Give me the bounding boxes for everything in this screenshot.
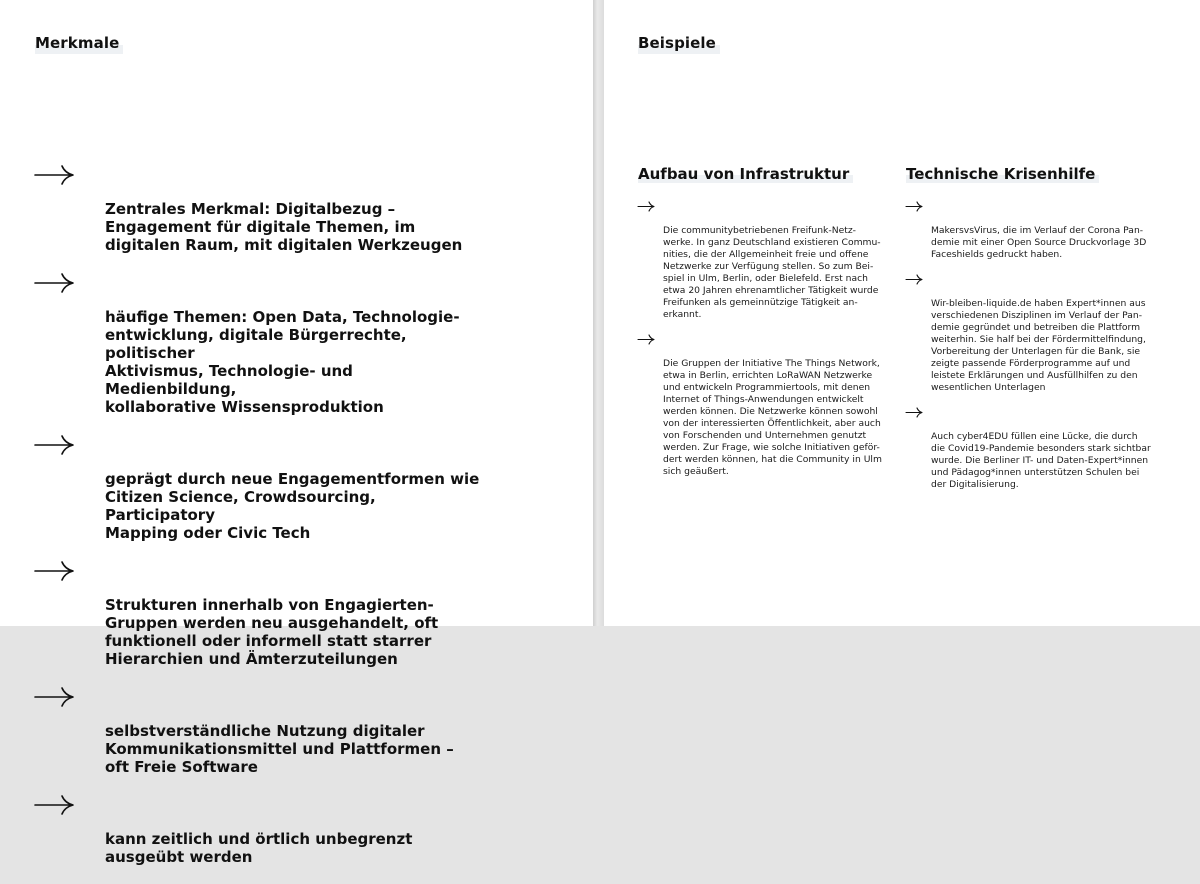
example-item: [638, 201, 898, 321]
feature-item: [35, 686, 485, 776]
right-page: [604, 0, 1200, 626]
arrow-right-icon: [906, 407, 923, 418]
feature-text: geprägt durch neue Engagementformen wie Citizen Science, Crowdsourcing, Participatory Mapping oder Civic Tech: [105, 470, 480, 542]
example-item: [906, 274, 1166, 394]
arrow-right-icon: [35, 687, 75, 707]
arrow-right-icon: [35, 165, 75, 185]
feature-item: [35, 272, 485, 416]
examples-list: [906, 201, 1166, 491]
arrow-right-icon: [35, 273, 75, 293]
column-heading: Aufbau von Infrastruktur: [638, 165, 853, 183]
feature-item: [35, 164, 485, 254]
example-item: [638, 334, 898, 478]
example-text: Auch cyber4EDU füllen eine Lücke, die durch die Covid19-Pandemie besonders stark sichtbar wurde. Die Berliner IT- und Daten-Expert*innen und Pädagog*innen unterstützen Schulen bei der Digitalisierung.: [931, 431, 1151, 490]
arrow-right-icon: [906, 274, 923, 285]
feature-text: Strukturen innerhalb von Engagierten- Gruppen werden neu ausgehandelt, oft funktionell oder informell statt starrer Hierarchien und Ämterzuteilungen: [105, 596, 439, 668]
arrow-right-icon: [906, 201, 923, 212]
column-infrastruktur: [638, 164, 898, 491]
arrow-right-icon: [638, 201, 655, 212]
left-page: [0, 0, 593, 866]
example-text: MakersvsVirus, die im Verlauf der Corona Pan- demie mit einer Open Source Druckvorlage 3D Faceshields gedruckt haben.: [931, 225, 1147, 260]
feature-text: Zentrales Merkmal: Digitalbezug – Engagement für digitale Themen, im digitalen Raum, mit digitalen Werkzeugen: [105, 200, 463, 254]
arrow-right-icon: [35, 561, 75, 581]
examples-list: [638, 201, 898, 478]
arrow-right-icon: [35, 795, 75, 815]
example-text: Die communitybetriebenen Freifunk-Netz- werke. In ganz Deutschland existieren Commu- nities, die der Allgemeinheit freie und offene Netzwerke zur Verfügung stellen. So zum Bei- spiel in Ulm, Berlin, oder Bielefeld. Erst nach etwa 20 Jahren ehrenamtlicher Tätigkeit wurde Freifunken als gemeinnützige Tätigkeit an- erkannt.: [663, 225, 881, 320]
feature-item: [35, 560, 485, 668]
column-krisenhilfe: [906, 164, 1166, 504]
section-title-merkmale: Merkmale: [35, 34, 123, 54]
example-text: Wir-bleiben-liquide.de haben Expert*innen aus verschiedenen Disziplinen im Verlauf der Pan- demie gegründet und betreiben die Plattform weiterhin. Sie half bei der Fördermittelfindung, Vorbereitung der Unterlagen für die Bank, sie zeigte passende Förderprogramme auf und leistete Erklärungen und Ausfüllhilfen zu den wesentlichen Unterlagen: [931, 298, 1146, 393]
feature-text: selbstverständliche Nutzung digitaler Kommunikationsmittel und Plattformen – oft Freie Software: [105, 722, 454, 776]
feature-text: kann zeitlich und örtlich unbegrenzt ausgeübt werden: [105, 830, 413, 866]
feature-item: [35, 794, 485, 866]
features-list: [35, 164, 485, 884]
arrow-right-icon: [638, 334, 655, 345]
arrow-right-icon: [35, 435, 75, 455]
column-heading: Technische Krisenhilfe: [906, 165, 1099, 183]
example-item: [906, 407, 1166, 491]
page-gutter: [593, 0, 604, 626]
section-title-beispiele: Beispiele: [638, 34, 720, 54]
feature-text: häufige Themen: Open Data, Technologie- entwicklung, digitale Bürgerrechte, politischer Aktivismus, Technologie- und Medienbildung, kollaborative Wissensproduktion: [105, 308, 460, 416]
example-text: Die Gruppen der Initiative The Things Network, etwa in Berlin, errichten LoRaWAN Netzwerke und entwickeln Programmiertools, mit denen Internet of Things-Anwendungen entwickelt werden können. Die Netzwerke können sowohl von der interessierten Öffentlichkeit, aber auch von Forschenden und Unternehmen genutzt werden. Zur Frage, wie solche Initiativen geför- dert werden können, hat die Community in Ulm sich geäußert.: [663, 358, 882, 477]
example-item: [906, 201, 1166, 261]
feature-item: [35, 434, 485, 542]
